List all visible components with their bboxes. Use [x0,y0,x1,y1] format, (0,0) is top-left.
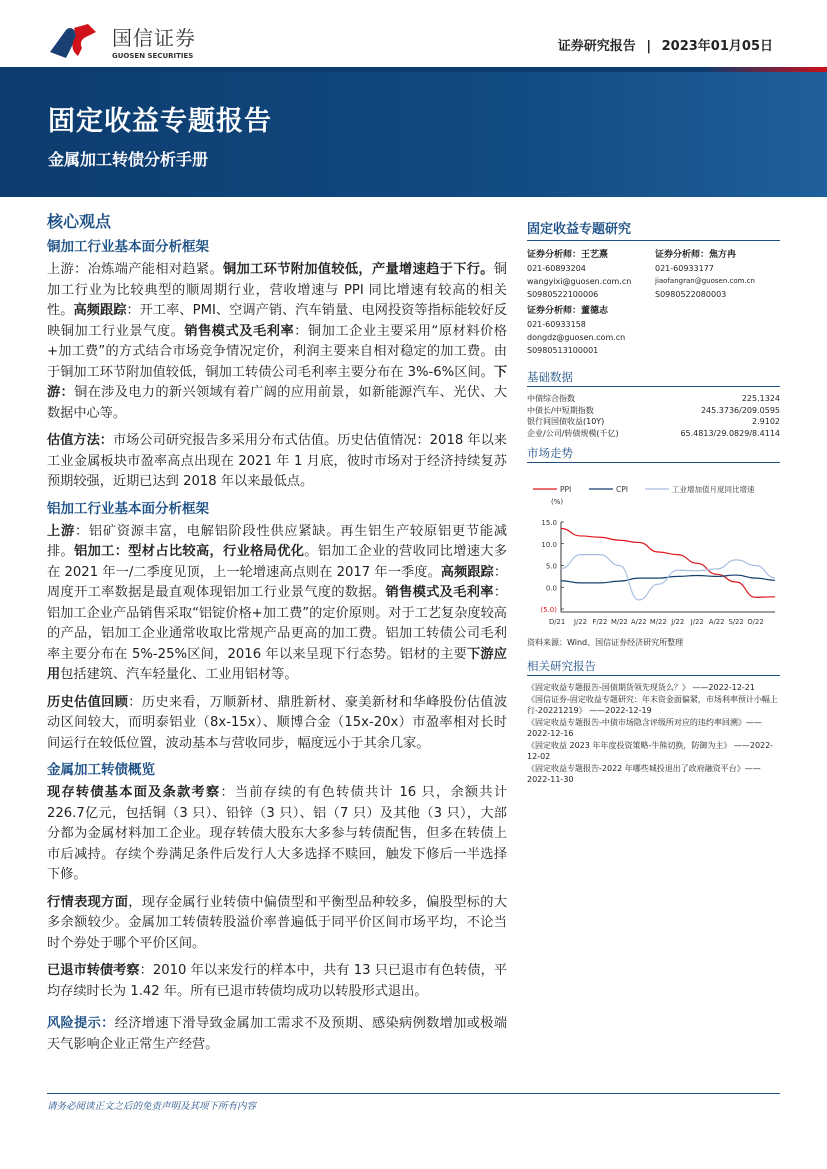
x-tick-label: D/21 [549,618,566,626]
text: 包括建筑、汽车轻量化、工业用铝材等。 [60,667,298,682]
text: ，现存金属行业转债中偏债型和平衡型品种较多，偏股型标的大多余额较少。金属加工转债转股溢价率普遍低于同平价区间市场平均，不论当时个券处于哪个平价区间。 [47,894,508,951]
basic-data-value: 245.3736/209.0595 [700,405,780,415]
market-trend-chart [527,469,780,629]
text: ：历史来看，万顺新材、鼎胜新材、豪美新材和华峰股份估值波动区间较大，而明泰铝业（8x-15x）、顺博合金（15x-20x）市盈率相对长时间运行在较低位置，波动基本与营收同步，幅度远小于其余几家。 [47,694,508,751]
analyst-name: 证券分析师：焦方冉 [655,250,737,260]
analyst-cert: S0980522080003 [655,290,727,299]
related-reports [527,682,780,786]
legend-label: PPI [560,485,572,494]
bold-text: 高频跟踪 [73,303,127,318]
sidebar-title: 固定收益专题研究 [527,218,780,241]
basic-data-row [527,416,780,428]
related-report-link[interactable]: 《固定收益 2023 年年度投资策略-牛熊切换，防御为主》 ——2022-12-02 [527,740,774,761]
paragraph [47,260,507,424]
bold-text: 下游： [47,364,507,400]
x-tick-label: F/22 [592,618,608,626]
basic-data-value: 225.1324 [741,394,780,403]
text: 。铝加工企业的营收同比增速大多在 2021 年一/二季度见顶，上一轮增速高点则在 2017 年一季度。 [47,544,508,580]
x-tick-label: J/22 [690,618,704,626]
bold-text: 上游 [47,523,75,539]
analyst-name: 证券分析师：董德志 [527,306,609,316]
legend-label: CPI [616,485,628,494]
paragraph [47,961,507,1002]
analyst-card [527,305,655,357]
basic-data-value: 2.9102 [752,417,780,426]
basic-data-row [527,405,780,417]
core-view-heading: 核心观点 [47,212,112,231]
bold-text: 历史估值回顾 [47,694,129,710]
text: ：铜加工企业主要采用“原材料价格+加工费”的方式结合市场竞争情况定价，利润主要来自相对稳定的加工费。由于铜加工环节附加值较低，铜加工转债公司毛利率主要分布在 3%-6%区间。 [47,323,507,380]
basic-data-heading: 基础数据 [527,369,780,387]
text: ：当前存续的有色转债共计 16 只，余额共计 226.7亿元，包括铜（3 只）、铅锌（3 只）、铝（7 只）及其他（3 只），大部分都为金属材料加工企业。现存转债大股东大多参与转债配售，但多在转债上市后减持。存续个券满足条件后发行人大多选择不赎回，触发下修后一半选择下修。 [47,785,508,882]
report-type: 证券研究报告 [557,39,636,54]
paragraph [47,522,507,686]
bold-text: 高频跟踪 [440,564,494,580]
chart-source: 资料来源：Wind、国信证券经济研究所整理 [527,638,684,647]
analyst-name: 证券分析师：王艺熹 [527,250,609,260]
bold-text: 销售模式及毛利率 [184,323,295,339]
analyst-phone: 021-60933177 [655,264,714,273]
related-reports-heading: 相关研究报告 [527,658,780,676]
text: 市场公司研究报告多采用分布式估值。历史估值情况：2018 年以来工业金属板块市盈率高点出现在 2021 年 1 月底，彼时市场对于经济持续复苏预期较强，近期已达到 2018 年以来最低点。 [47,433,507,489]
x-tick-label: A/22 [631,618,647,626]
analyst-card [655,249,780,301]
x-tick-label: O/22 [747,618,764,626]
x-tick-label: J/22 [671,618,685,626]
basic-data-label: 企业/公司/转债规模(千亿) [527,428,619,438]
paragraph [47,893,507,955]
text: ：铝加工企业产品销售采取“铝锭价格+加工费”的定价原则。对于工艺复杂度较高的产品，铝加工企业通常收取比常规产品更高的加工费。铝加工转债公司毛利率主要分布在 5%-25%区间，2016 年以来呈现下行态势。铝材的主要 [47,585,508,662]
section-heading: 金属加工转债概览 [47,762,155,778]
text: 铜在涉及电力的新兴领域有着广阔的应用前景，如新能源汽车、光伏、大数据中心等。 [47,385,508,421]
related-report-link[interactable]: 《固定收益专题报告-中债市场隐含评级所对应的违约率回溯》——2022-12-16 [527,717,762,738]
logo-en: GUOSEN SECURITIES [112,52,194,60]
footer-divider [47,1093,780,1094]
basic-data-value: 65.4813/29.0829/8.4114 [680,428,780,438]
y-tick-label: 0.0 [545,584,557,593]
y-tick-label: 5.0 [545,562,557,571]
related-report-link[interactable]: 《固定收益专题报告-国债期货领先现货么？》 ——2022-12-21 [527,683,755,692]
report-subtitle: 金属加工转债分析手册 [48,150,209,169]
y-tick-label: (5.0) [540,606,557,614]
bold-text: 铝加工：型材占比较高，行业格局优化 [74,544,305,559]
footer-disclaimer: 请务必阅读正文之后的免责声明及其项下所有内容 [47,1098,256,1112]
legend-label: 工业增加值月度同比增速 [672,485,755,494]
y-unit-label: (%) [551,498,564,506]
series-line-0 [561,529,775,598]
paragraph [47,783,507,886]
logo-cn: 国信证券 [112,26,196,50]
basic-data-label: 中债综合指数 [527,394,575,403]
analyst-email[interactable]: jiaofangran@guosen.com.cn [655,277,755,285]
text: 经济增速下滑导致金属加工需求不及预期、感染病例数增加或极端天气影响企业正常生产经营。 [47,1016,508,1052]
banner-stripe [0,67,827,72]
x-tick-label: M/22 [610,618,628,626]
report-meta [558,35,773,54]
market-trend-heading: 市场走势 [527,445,780,463]
text: 上游：冶炼端产能相对趋紧。 [47,262,224,277]
section-heading: 铝加工行业基本面分析框架 [47,500,209,517]
title-banner [0,67,827,197]
text: ：周度开工率数据是最直观体现铝加工行业景气度的数据。 [47,564,507,600]
section-heading: 铜加工行业基本面分析框架 [47,239,209,255]
bold-text: 下游应用 [47,646,507,682]
bold-text: 铜加工环节附加值较低，产量增速趋于下行。 [223,262,494,277]
series-line-2 [561,555,775,600]
bold-text: 已退市转债考察 [47,963,140,978]
analyst-card [527,249,655,301]
guosen-logo [48,22,196,60]
basic-data-label: 银行间国债收益(10Y) [527,417,605,426]
text: ：开工率、PMI、空调产销、汽车销量、电网投资等指标能较好反映铜加工行业景气度。 [47,303,508,339]
analyst-cert: S0980513100001 [527,346,599,355]
report-title: 固定收益专题报告 [48,106,272,137]
bold-text: 风险提示： [47,1016,115,1031]
separator: | [646,39,652,54]
related-report-link[interactable]: 《固定收益专题报告-2022 年哪些城投退出了政府融资平台》——2022-11-30 [527,763,761,784]
paragraph [47,693,507,755]
analyst-phone: 021-60933158 [527,320,586,329]
related-report-link[interactable]: 《国信证券-固定收益专题研究：年末资金面偏紧，市场利率预计小幅上行-20221219》 ——2022-12-19 [527,694,778,715]
basic-data-table [527,393,780,439]
x-tick-label: M/22 [649,618,667,626]
text: ：铝矿资源丰富，电解铝阶段性供应紧缺。再生铝生产较原铝更节能减排。 [47,523,508,559]
paragraph [47,431,507,493]
x-tick-label: S/22 [728,618,744,626]
sidebar [527,218,780,786]
bold-text: 行情表现方面 [47,894,129,910]
analyst-cert: S0980522100006 [527,290,599,299]
analyst-email[interactable]: wangyixi@guosen.com.cn [527,277,632,286]
basic-data-row [527,428,780,440]
basic-data-row [527,393,780,405]
bold-text: 销售模式及毛利率 [385,585,494,600]
report-date: 2023年01月05日 [661,39,773,54]
x-tick-label: A/22 [708,618,725,626]
analyst-phone: 021-60893204 [527,264,586,273]
bold-text: 估值方法： [47,433,113,448]
paragraph [47,1014,507,1055]
text: 铜加工行业为比较典型的顺周期行业，营收增速与 PPI 同比增速有较高的相关性。 [47,262,508,318]
analyst-email[interactable]: dongdz@guosen.com.cn [527,333,626,342]
y-tick-label: 15.0 [541,519,557,527]
basic-data-label: 中债长/中短期指数 [527,405,594,415]
y-tick-label: 10.0 [541,540,557,549]
x-tick-label: J/22 [573,618,587,626]
text: ：2010 年以来发行的样本中，共有 13 只已退市有色转债，平均存续时长为 1.42 年。所有已退市转债均成功以转股形式退出。 [47,963,508,999]
main-content [47,212,507,1062]
analyst-list [527,249,780,357]
logo-mark-icon [48,22,104,60]
bold-text: 现存转债基本面及条款考察 [47,785,221,800]
